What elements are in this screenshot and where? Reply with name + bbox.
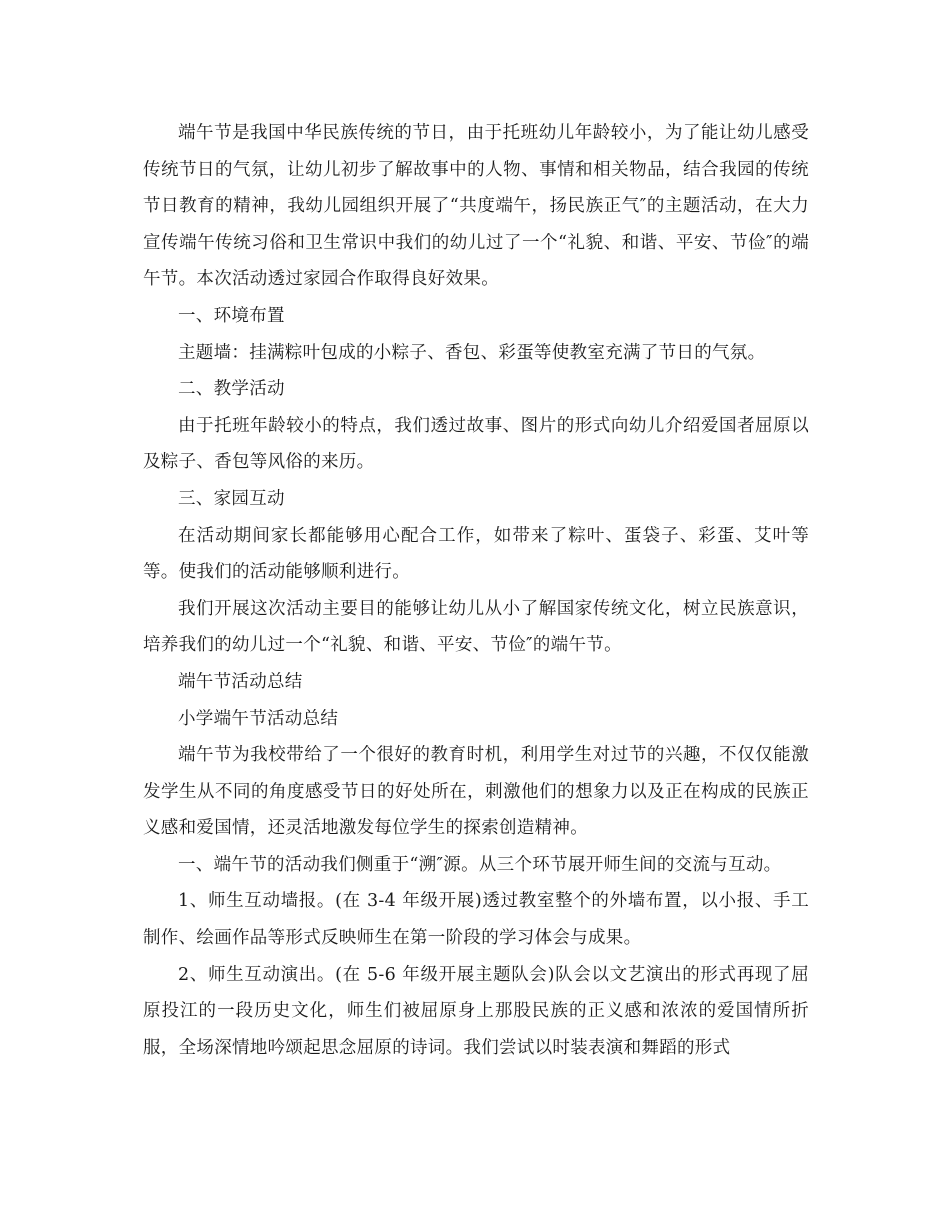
section-heading-home-school: 三、家园互动 [178,488,285,509]
theme-wall-paragraph: 主题墙：挂满粽叶包成的小粽子、香包、彩蛋等使教室充满了节日的气氛。 [178,342,766,363]
intro-paragraph: 端午节是我国中华民族传统的节日，由于托班幼儿年龄较小，为了能让幼儿感受传统节日的气氛，让幼儿初步了解故事中的人物、事情和相关物品，结合我园的传统节日教育的精神，我幼儿园组织开展了“共度端午，扬民族正气″的主题活动，在大力宣传端午传统习俗和卫生常识中我们的幼儿过了一个“礼貌、和谐、平安、节俭″的端午节。本次活动透过家园合作取得良好效果。 [143,123,809,290]
performance-paragraph: 2、师生互动演出。(在 5-6 年级开展主题队会)队会以文艺演出的形式再现了屈原投江的一段历史文化，师生们被屈原身上那股民族的正义感和浓浓的爱国情所折服，全场深情地吟颂起思念屈原的诗词。我们尝试以时装表演和舞蹈的形式 [143,964,809,1058]
document-body [143,115,809,1066]
home-school-paragraph: 在活动期间家长都能够用心配合工作，如带来了粽叶、蛋袋子、彩蛋、艾叶等等。使我们的活动能够顺利进行。 [143,525,809,583]
wall-report-paragraph: 1、师生互动墙报。(在 3-4 年级开展)透过教室整个的外墙布置，以小报、手工制作、绘画作品等形式反映师生在第一阶段的学习体会与成果。 [143,891,809,949]
section-heading-teaching: 二、教学活动 [178,379,285,400]
purpose-paragraph: 我们开展这次活动主要目的能够让幼儿从小了解国家传统文化，树立民族意识，培养我们的幼儿过一个“礼貌、和谐、平安、节俭″的端午节。 [143,598,809,656]
primary-school-summary-title: 小学端午节活动总结 [178,708,339,729]
section-heading-environment: 一、环境布置 [178,305,285,326]
summary-title: 端午节活动总结 [178,671,303,692]
teaching-paragraph: 由于托班年龄较小的特点，我们透过故事、图片的形式向幼儿介绍爱国者屈原以及粽子、香包等风俗的来历。 [143,415,809,473]
primary-intro-paragraph: 端午节为我校带给了一个很好的教育时机，利用学生对过节的兴趣，不仅仅能激发学生从不同的角度感受节日的好处所在，刺激他们的想象力以及正在构成的民族正义感和爱国情，还灵活地激发每位学生的探索创造精神。 [143,745,809,839]
origin-paragraph: 一、端午节的活动我们侧重于“溯″源。从三个环节展开师生间的交流与互动。 [178,854,782,875]
